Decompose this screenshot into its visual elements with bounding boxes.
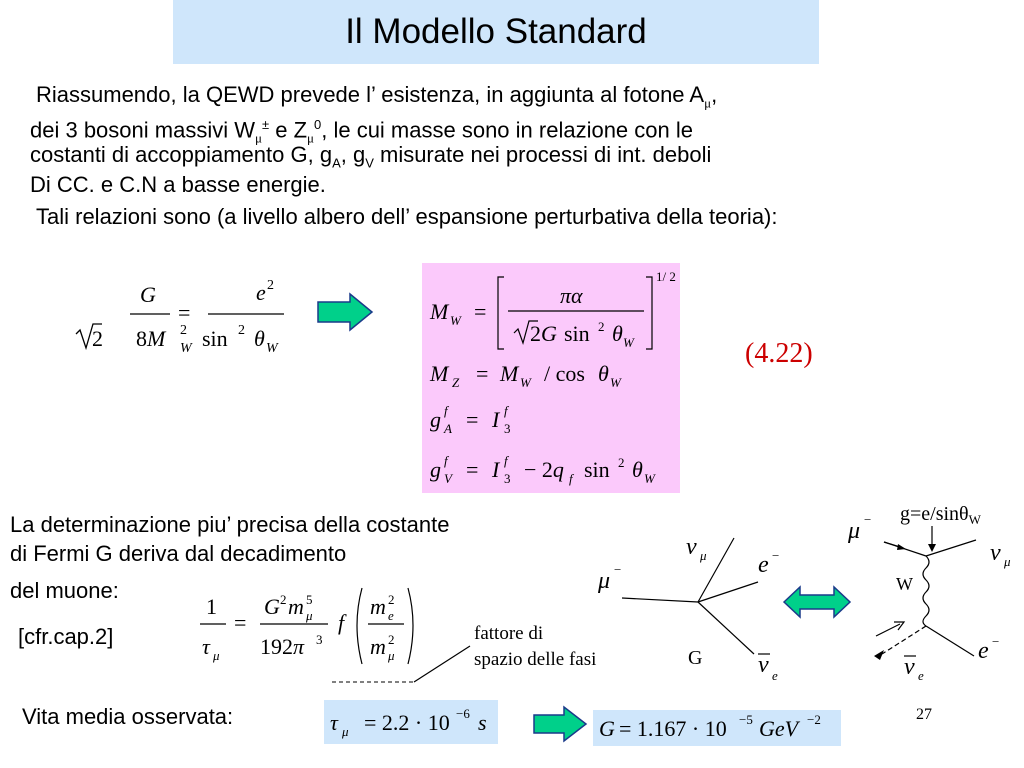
svg-text:2: 2: [388, 592, 395, 607]
svg-text:−: −: [772, 548, 780, 563]
lifetime-label: Vita media osservata:: [22, 704, 234, 729]
svg-text:−2: −2: [807, 712, 821, 727]
svg-text:θ: θ: [632, 457, 643, 482]
svg-text:μ: μ: [700, 548, 707, 563]
right-arrow-icon: [532, 705, 588, 743]
svg-text:= 2.2 · 10: = 2.2 · 10: [364, 710, 450, 735]
svg-text:m: m: [370, 594, 386, 619]
svg-text:μ: μ: [848, 518, 861, 544]
svg-text:1/ 2: 1/ 2: [656, 269, 676, 284]
muon-text-line-3: del muone:: [10, 578, 119, 603]
svg-text:πα: πα: [560, 283, 583, 308]
svg-text:e: e: [918, 668, 924, 683]
svg-text:e: e: [978, 638, 989, 664]
equation-number: (4.22): [745, 338, 813, 369]
svg-text:f: f: [504, 453, 508, 468]
svg-text:W: W: [266, 341, 278, 356]
svg-text:θ: θ: [612, 321, 623, 346]
svg-text:8M: 8M: [136, 326, 166, 351]
svg-text:=: =: [474, 299, 487, 324]
svg-text:3: 3: [504, 421, 511, 436]
svg-text:−: −: [614, 562, 622, 577]
coupling-label: g=e/sinθ$_W$: [900, 503, 981, 527]
phase-space-pointer: [330, 640, 480, 690]
svg-text:f: f: [338, 610, 345, 635]
svg-text:M: M: [500, 361, 519, 386]
intro-line-2: dei 3 bosoni massivi $W_\mu^\pm$ e $Z_\mu^0$, le cui masse sono in relazione con le: [30, 117, 693, 146]
svg-text:−: −: [992, 634, 1000, 649]
right-arrow-icon: [316, 292, 374, 332]
svg-text:=: =: [466, 457, 479, 482]
svg-text:− 2q: − 2q: [524, 457, 564, 482]
svg-text:W: W: [520, 375, 531, 390]
svg-text:2: 2: [180, 323, 187, 338]
svg-text:θ: θ: [598, 361, 609, 386]
svg-text:μ: μ: [598, 568, 611, 594]
muon-text-line-2: di Fermi G deriva dal decadimento: [10, 541, 347, 566]
svg-text:e: e: [256, 280, 266, 305]
fermi-diagram: [594, 530, 794, 690]
svg-text:s: s: [478, 710, 487, 735]
svg-text:5: 5: [306, 592, 313, 607]
svg-text:M: M: [430, 361, 449, 386]
fermi-constant-value: [593, 710, 841, 746]
svg-text:ν: ν: [990, 540, 1001, 566]
svg-text:2: 2: [598, 319, 605, 334]
relations-equations: [422, 263, 680, 493]
intro-line-1: Riassumendo, la QEWD prevede l’ esistenza, in aggiunta al fotone $A_\mu$,: [36, 82, 718, 111]
svg-text:W: W: [623, 335, 634, 350]
svg-text:G: G: [599, 716, 615, 741]
double-arrow-icon: [782, 584, 852, 620]
svg-text:f: f: [569, 471, 573, 486]
svg-text:192π: 192π: [260, 634, 305, 659]
svg-text:W: W: [180, 341, 192, 356]
svg-text:W: W: [610, 375, 621, 390]
svg-text:W: W: [450, 313, 461, 328]
svg-text:2: 2: [267, 278, 274, 293]
svg-text:2: 2: [388, 632, 395, 647]
svg-text:2: 2: [238, 323, 245, 338]
svg-text:A: A: [444, 421, 452, 436]
phase-space-note-line-1: fattore di: [474, 623, 544, 644]
svg-text:ν: ν: [904, 654, 915, 680]
svg-text:=: =: [476, 361, 489, 386]
svg-text:= 1.167 · 10: = 1.167 · 10: [619, 716, 727, 741]
svg-text:G: G: [264, 594, 280, 619]
svg-text:sin: sin: [564, 321, 590, 346]
svg-text:3: 3: [504, 471, 511, 486]
w-exchange-diagram: [846, 500, 1024, 690]
svg-text:μ: μ: [306, 608, 313, 623]
chapter-reference: [cfr.cap.2]: [18, 624, 114, 649]
svg-text:=: =: [234, 610, 247, 635]
intro-line-4: Di CC. e C.N a basse energie.: [30, 172, 326, 197]
svg-text:−6: −6: [456, 706, 470, 721]
slide-title: Il Modello Standard: [345, 12, 647, 51]
svg-text:/ cos: / cos: [544, 361, 585, 386]
svg-text:V: V: [444, 471, 452, 486]
intro-line-5: Tali relazioni sono (a livello albero dell’ espansione perturbativa della teoria):: [36, 204, 778, 229]
svg-text:−5: −5: [739, 712, 753, 727]
svg-text:G: G: [140, 282, 156, 307]
svg-text:e: e: [772, 668, 778, 683]
svg-text:sin: sin: [584, 457, 610, 482]
svg-text:3: 3: [316, 632, 323, 647]
svg-text:τ: τ: [202, 634, 210, 659]
svg-text:GeV: GeV: [759, 716, 799, 741]
svg-text:e: e: [388, 608, 394, 623]
intro-line-3: costanti di accoppiamento G, $g_A$, $g_V$ misurate nei processi di int. deboli: [30, 142, 712, 171]
svg-text:I: I: [492, 457, 500, 482]
muon-text-line-1: La determinazione piu’ precisa della costante: [10, 512, 450, 537]
svg-text:ν: ν: [686, 534, 697, 560]
svg-text:2G: 2G: [530, 321, 557, 346]
svg-text:=: =: [466, 407, 479, 432]
svg-text:I: I: [492, 407, 500, 432]
svg-text:1: 1: [206, 594, 217, 619]
svg-text:f: f: [504, 403, 508, 418]
w-boson-label: W: [896, 574, 913, 594]
svg-text:2: 2: [280, 592, 287, 607]
svg-text:μ: μ: [1004, 554, 1011, 569]
svg-text:−: −: [864, 512, 872, 527]
svg-text:M: M: [430, 299, 449, 324]
fermi-constant-formula: [60, 272, 290, 362]
svg-text:e: e: [758, 552, 769, 578]
page-number: 27: [916, 706, 932, 723]
svg-text:μ: μ: [342, 724, 349, 739]
svg-text:sin: sin: [202, 326, 228, 351]
svg-text:=: =: [178, 300, 191, 325]
svg-text:2: 2: [92, 326, 103, 351]
svg-text:g: g: [430, 457, 441, 482]
svg-text:f: f: [444, 453, 448, 468]
svg-text:m: m: [370, 634, 386, 659]
phase-space-note-line-2: spazio delle fasi: [474, 649, 597, 670]
vertex-label: G: [688, 647, 703, 669]
svg-text:τ: τ: [330, 710, 338, 735]
svg-text:ν: ν: [758, 652, 769, 678]
lifetime-value: [324, 700, 498, 744]
svg-text:Z: Z: [452, 375, 460, 390]
svg-text:m: m: [288, 594, 304, 619]
svg-text:2: 2: [618, 455, 625, 470]
svg-text:μ: μ: [213, 648, 220, 663]
svg-text:μ: μ: [388, 648, 395, 663]
svg-text:g: g: [430, 407, 441, 432]
svg-text:W: W: [644, 471, 655, 486]
svg-text:f: f: [444, 403, 448, 418]
svg-text:θ: θ: [254, 326, 265, 351]
